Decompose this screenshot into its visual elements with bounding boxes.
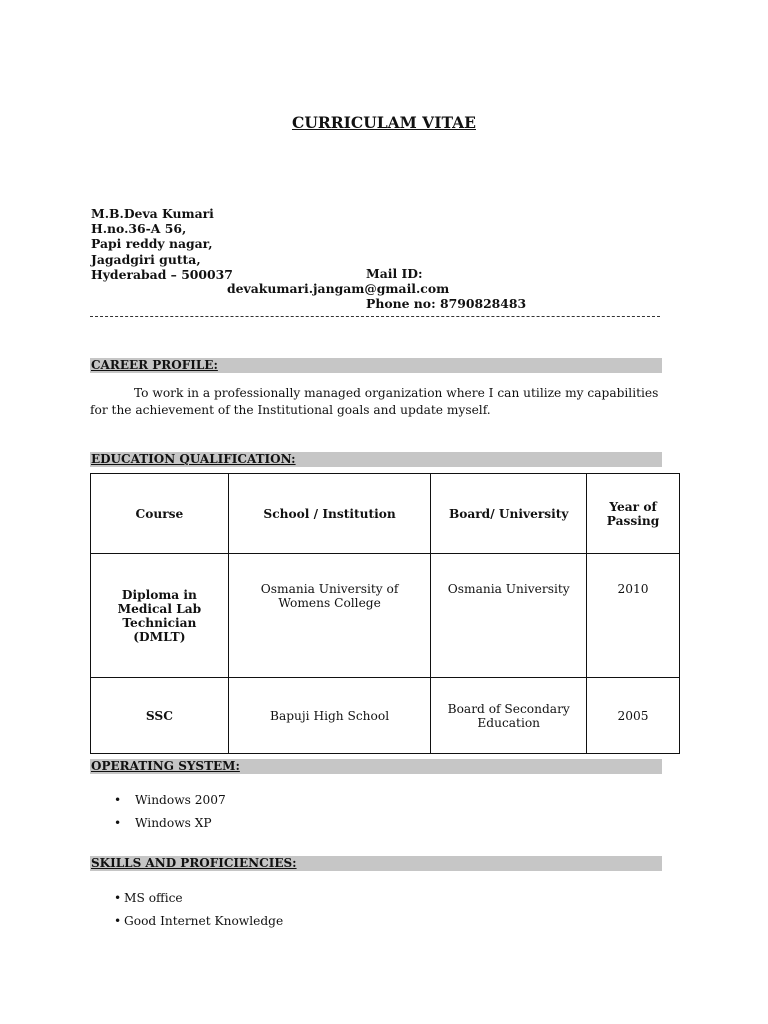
career-paragraph bbox=[90, 385, 665, 419]
section-heading-skills bbox=[90, 856, 662, 871]
column-header: Year of Passing bbox=[587, 474, 680, 554]
table-row bbox=[91, 678, 680, 754]
column-header: School / Institution bbox=[228, 474, 431, 554]
os-item-text: Windows XP bbox=[135, 816, 212, 830]
address-line: Hyderabad – 500037 bbox=[91, 266, 233, 282]
column-header: Board/ University bbox=[431, 474, 587, 554]
skills-list bbox=[114, 890, 283, 936]
address-line: H.no.36-A 56, bbox=[91, 221, 187, 237]
year-cell: 2010 bbox=[587, 554, 680, 678]
skill-item-text: MS office bbox=[124, 891, 183, 905]
mail-label: Mail ID: bbox=[366, 266, 423, 281]
year-cell: 2005 bbox=[587, 678, 680, 754]
os-list bbox=[114, 792, 226, 838]
skill-item-text: Good Internet Knowledge bbox=[124, 914, 284, 928]
section-heading-text: SKILLS AND PROFICIENCIES: bbox=[91, 856, 297, 870]
list-item bbox=[114, 913, 283, 936]
contact-address bbox=[91, 206, 233, 282]
bullet-icon: • bbox=[114, 914, 122, 928]
course-cell: Diploma in Medical Lab Technician (DMLT) bbox=[91, 554, 229, 678]
table-header-row bbox=[91, 474, 680, 554]
list-item bbox=[114, 792, 226, 815]
section-heading-career bbox=[90, 358, 662, 373]
institution-cell: Osmania University of Womens College bbox=[228, 554, 431, 678]
email-text: devakumari.jangam@gmail.com bbox=[227, 281, 450, 296]
bullet-icon: • bbox=[114, 793, 122, 807]
address-line: Papi reddy nagar, bbox=[91, 236, 213, 252]
divider bbox=[90, 316, 660, 317]
os-item-text: Windows 2007 bbox=[135, 793, 226, 807]
phone-text: Phone no: 8790828483 bbox=[366, 296, 527, 311]
career-text: To work in a professionally managed organization where I can utilize my capabilities for the achievement of the Institutional goals and update myself. bbox=[90, 386, 659, 417]
list-item bbox=[114, 815, 226, 838]
course-cell: SSC bbox=[91, 678, 229, 754]
table-row bbox=[91, 554, 680, 678]
board-cell: Osmania University bbox=[431, 554, 587, 678]
section-heading-education bbox=[90, 452, 662, 467]
bullet-icon: • bbox=[114, 891, 122, 905]
section-heading-text: OPERATING SYSTEM: bbox=[91, 759, 240, 773]
list-item bbox=[114, 890, 283, 913]
section-heading-text: CAREER PROFILE: bbox=[91, 358, 218, 372]
institution-cell: Bapuji High School bbox=[228, 678, 431, 754]
address-line: Jagadgiri gutta, bbox=[91, 251, 201, 267]
bullet-icon: • bbox=[114, 816, 122, 830]
applicant-name: M.B.Deva Kumari bbox=[91, 206, 214, 221]
column-header: Course bbox=[91, 474, 229, 554]
education-table bbox=[90, 473, 680, 754]
board-cell: Board of Secondary Education bbox=[431, 678, 587, 754]
page-title: CURRICULAM VITAE bbox=[291, 113, 476, 132]
section-heading-text: EDUCATION QUALIFICATION: bbox=[91, 452, 296, 466]
section-heading-os bbox=[90, 759, 662, 774]
